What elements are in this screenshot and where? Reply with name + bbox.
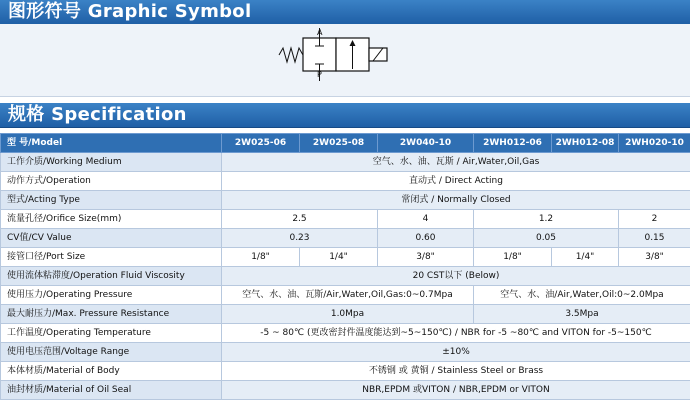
cell-value: 0.23	[222, 229, 378, 248]
cell-value: 直动式 / Direct Acting	[222, 172, 690, 191]
table-row	[1, 381, 690, 400]
cell-value: 3/8"	[619, 248, 690, 267]
graphic-symbol-title: 图形符号 Graphic Symbol	[8, 1, 252, 22]
header-model-2w025-08: 2W025-08	[300, 134, 378, 153]
header-model-2w040-10: 2W040-10	[378, 134, 474, 153]
row-label: 工作温度/Operating Temperature	[1, 324, 222, 343]
row-label: 本体材质/Material of Body	[1, 362, 222, 381]
row-label: 工作介质/Working Medium	[1, 153, 222, 172]
specification-header	[0, 103, 690, 128]
specification-title: 规格 Specification	[8, 104, 187, 125]
port-a-label: A	[317, 28, 323, 37]
header-model-2w025-06: 2W025-06	[222, 134, 300, 153]
table-row	[1, 191, 690, 210]
row-label: 流量孔径/Orifice Size(mm)	[1, 210, 222, 229]
cell-value: 2.5	[222, 210, 378, 229]
table-row	[1, 267, 690, 286]
table-row	[1, 286, 690, 305]
table-row	[1, 362, 690, 381]
cell-value: 1/4"	[300, 248, 378, 267]
row-label: 使用电压范围/Voltage Range	[1, 343, 222, 362]
header-model-2wh020-10: 2WH020-10	[619, 134, 690, 153]
row-label: 油封材质/Material of Oil Seal	[1, 381, 222, 400]
row-label: CV值/CV Value	[1, 229, 222, 248]
table-row	[1, 324, 690, 343]
table-row	[1, 343, 690, 362]
table-header-row	[1, 134, 690, 153]
header-model-2wh012-08: 2WH012-08	[552, 134, 619, 153]
row-label: 接管口径/Port Size	[1, 248, 222, 267]
cell-value: ±10%	[222, 343, 690, 362]
table-row	[1, 153, 690, 172]
cell-value: 空气、水、油/Air,Water,Oil:0~2.0Mpa	[474, 286, 690, 305]
cell-value: 1.2	[474, 210, 619, 229]
cell-value: 3.5Mpa	[474, 305, 690, 324]
header-model-2wh012-06: 2WH012-06	[474, 134, 552, 153]
graphic-symbol-header	[0, 0, 690, 25]
cell-value: 不锈钢 或 黄铜 / Stainless Steel or Brass	[222, 362, 690, 381]
table-row	[1, 248, 690, 267]
row-label: 使用压力/Operating Pressure	[1, 286, 222, 305]
row-label: 使用流体粘滞度/Operation Fluid Viscosity	[1, 267, 222, 286]
cell-value: 2	[619, 210, 690, 229]
spring-icon	[279, 48, 303, 62]
graphic-symbol-panel	[0, 24, 690, 97]
cell-value: NBR,EPDM 或VITON / NBR,EPDM or VITON	[222, 381, 690, 400]
cell-value: 常闭式 / Normally Closed	[222, 191, 690, 210]
cell-value: 1/8"	[474, 248, 552, 267]
cell-value: 1/4"	[552, 248, 619, 267]
cell-value: 空气、水、油、瓦斯/Air,Water,Oil,Gas:0~0.7Mpa	[222, 286, 474, 305]
row-label: 动作方式/Operation	[1, 172, 222, 191]
table-row	[1, 305, 690, 324]
cell-value: 1.0Mpa	[222, 305, 474, 324]
cell-value: 20 CST以下 (Below)	[222, 267, 690, 286]
cell-value: 3/8"	[378, 248, 474, 267]
cell-value: 空气、水、油、瓦斯 / Air,Water,Oil,Gas	[222, 153, 690, 172]
row-label: 型式/Acting Type	[1, 191, 222, 210]
header-model: 型 号/Model	[1, 134, 222, 153]
cell-value: -5 ~ 80℃ (更改密封件温度能达到~5~150℃) / NBR for -5 ~80℃ and VITON for -5~150℃	[222, 324, 690, 343]
table-row	[1, 210, 690, 229]
cell-value: 0.15	[619, 229, 690, 248]
table-row	[1, 229, 690, 248]
port-p-label: P	[317, 70, 322, 79]
table-row	[1, 172, 690, 191]
cell-value: 1/8"	[222, 248, 300, 267]
cell-value: 4	[378, 210, 474, 229]
specification-table	[0, 133, 690, 400]
solenoid-valve-symbol	[265, 26, 415, 84]
cell-value: 0.05	[474, 229, 619, 248]
cell-value: 0.60	[378, 229, 474, 248]
row-label: 最大耐压力/Max. Pressure Resistance	[1, 305, 222, 324]
